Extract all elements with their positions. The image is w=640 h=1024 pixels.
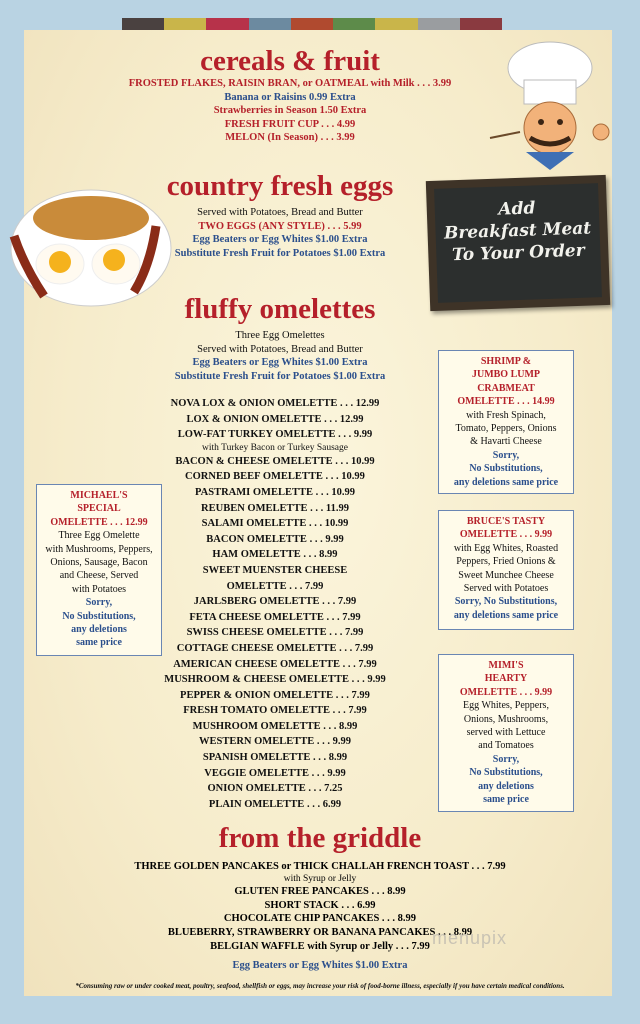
box-description: with Mushrooms, Peppers, (45, 543, 153, 555)
omelette-item: CORNED BEEF OMELETTE . . . 10.99 (185, 471, 365, 483)
omelette-item: NOVA LOX & ONION OMELETTE . . . 12.99 (170, 398, 380, 409)
omelette-item: BACON & CHEESE OMELETTE . . . 10.99 (175, 455, 375, 467)
box-title: CRABMEAT (477, 382, 535, 394)
griddle-item: CHOCOLATE CHIP PANCAKES . . . 8.99 (223, 913, 417, 925)
menu-line: Egg Beaters or Egg Whites $1.00 Extra (192, 234, 368, 245)
section-title: country fresh eggs (166, 170, 394, 202)
watermark: menupix (432, 928, 508, 948)
chalkboard-line-1: Add (497, 198, 536, 220)
box-note: any deletions (71, 624, 127, 636)
omelette-item: AMERICAN CHEESE OMELETTE . . . 7.99 (173, 658, 377, 670)
menu-line: Substitute Fresh Fruit for Potatoes $1.00 Extra (174, 370, 386, 382)
box-description: Served with Potatoes (463, 583, 549, 595)
box-note: same price (483, 794, 529, 806)
omelette-item: COTTAGE CHEESE OMELETTE . . . 7.99 (176, 642, 374, 654)
box-note: same price (76, 637, 122, 649)
shrimp-crabmeat-box (438, 350, 574, 494)
box-note: Sorry, (85, 597, 113, 609)
omelette-item: ONION OMELETTE . . . 7.25 (207, 783, 343, 795)
menu-line: Strawberries in Season 1.50 Extra (213, 105, 367, 116)
menu-line: Served with Potatoes, Bread and Butter (197, 207, 363, 218)
box-note: Sorry, (492, 753, 520, 765)
chalkboard-line-2: Breakfast Meat (443, 218, 592, 244)
box-note: No Substitutions, (469, 463, 543, 475)
box-description: with Fresh Spinach, (466, 409, 546, 421)
box-title: OMELETTE . . . 9.99 (459, 686, 553, 698)
omelette-item: WESTERN OMELETTE . . . 9.99 (199, 736, 351, 748)
chalkboard-line-3: To Your Order (451, 240, 585, 266)
box-description: Peppers, Fried Onions & (456, 556, 556, 568)
menu-line: Egg Beaters or Egg Whites $1.00 Extra (192, 357, 368, 368)
box-note: Sorry, (492, 449, 520, 461)
michaels-special-box (36, 484, 162, 656)
food-safety-footer: *Consuming raw or under cooked meat, poultry, seafood, shellfish or eggs, may increase your risk of food-borne illness, especially if you have certain medical conditions. (75, 982, 565, 990)
omelette-item: BACON OMELETTE . . . 9.99 (206, 533, 344, 545)
menu-line: FRESH FRUIT CUP . . . 4.99 (224, 118, 356, 130)
box-title: MIMI'S (488, 660, 524, 671)
omelette-item: SALAMI OMELETTE . . . 10.99 (201, 518, 349, 530)
griddle-item: SHORT STACK . . . 6.99 (264, 899, 376, 911)
omelette-item: REUBEN OMELETTE . . . 11.99 (201, 502, 349, 514)
box-description: with Egg Whites, Roasted (453, 542, 559, 554)
menu-line: Banana or Raisins 0.99 Extra (224, 91, 356, 103)
box-note: No Substitutions, (62, 610, 136, 622)
box-description: served with Lettuce (466, 727, 546, 739)
griddle-item: with Syrup or Jelly (283, 873, 357, 884)
section-title: cereals & fruit (200, 45, 380, 77)
omelette-item: PEPPER & ONION OMELETTE . . . 7.99 (180, 689, 370, 701)
box-note: any deletions same price (453, 609, 559, 621)
chalkboard-sign (426, 175, 610, 311)
box-note: any deletions (478, 780, 534, 792)
color-stripe (122, 18, 502, 30)
box-description: Three Egg Omelette (58, 530, 140, 542)
menu-line: Substitute Fresh Fruit for Potatoes $1.00 Extra (174, 247, 386, 259)
omelette-item: JARLSBERG OMELETTE . . . 7.99 (193, 596, 357, 608)
box-title: OMELETTE . . . 9.99 (459, 529, 553, 541)
griddle-item: THREE GOLDEN PANCAKES or THICK CHALLAH FRENCH TOAST . . . 7.99 (134, 861, 506, 872)
menu-line: FROSTED FLAKES, RAISIN BRAN, or OATMEAL with Milk . . . 3.99 (128, 78, 452, 89)
mimis-hearty-box (438, 654, 574, 812)
griddle-note: Egg Beaters or Egg Whites $1.00 Extra (232, 959, 408, 971)
omelette-item: LOX & ONION OMELETTE . . . 12.99 (186, 413, 364, 425)
section-cereals (120, 45, 460, 145)
box-title: JUMBO LUMP (471, 369, 541, 381)
omelette-item: FRESH TOMATO OMELETTE . . . 7.99 (183, 705, 367, 717)
box-description: Sweet Munchee Cheese (458, 569, 554, 581)
omelette-item: HAM OMELETTE . . . 8.99 (212, 549, 338, 561)
menu-line: MELON (In Season) . . . 3.99 (225, 132, 355, 143)
omelette-item: MUSHROOM OMELETTE . . . 8.99 (192, 720, 358, 732)
omelette-item: MUSHROOM & CHEESE OMELETTE . . . 9.99 (164, 674, 386, 686)
menu-line: TWO EGGS (ANY STYLE) . . . 5.99 (198, 220, 362, 232)
menu-line: Three Egg Omelettes (235, 330, 325, 341)
box-note: any deletions same price (453, 476, 559, 488)
omelette-item: FETA CHEESE OMELETTE . . . 7.99 (189, 611, 361, 623)
section-omelettes (130, 293, 430, 383)
box-title: SPECIAL (77, 503, 121, 515)
omelette-item: SWISS CHEESE OMELETTE . . . 7.99 (186, 627, 364, 639)
box-description: and Tomatoes (478, 740, 534, 752)
chef-illustration (480, 40, 620, 180)
box-description: & Havarti Cheese (470, 436, 542, 448)
box-note: Sorry, No Substitutions, (454, 596, 558, 608)
omelette-item: PLAIN OMELETTE . . . 6.99 (208, 798, 342, 810)
menu-line: Served with Potatoes, Bread and Butter (197, 343, 363, 355)
box-description: and Cheese, Served (59, 570, 139, 582)
section-title: fluffy omelettes (184, 293, 376, 325)
griddle-item: BLUEBERRY, STRAWBERRY OR BANANA PANCAKES . . . 8.99 (167, 927, 473, 939)
griddle-item: GLUTEN FREE PANCAKES . . . 8.99 (234, 885, 406, 897)
omelette-item: VEGGIE OMELETTE . . . 9.99 (204, 767, 346, 779)
box-description: Egg Whites, Peppers, (463, 700, 549, 712)
omelette-item: OMELETTE . . . 7.99 (226, 580, 324, 592)
griddle-item: BELGIAN WAFFLE with Syrup or Jelly . . . 7.99 (210, 940, 430, 952)
box-title: BRUCE'S TASTY (466, 516, 546, 527)
section-title: from the griddle (218, 822, 422, 854)
omelette-item: SWEET MUENSTER CHEESE (202, 564, 348, 576)
box-title: MICHAEL'S (70, 490, 128, 501)
omelette-list (130, 396, 420, 812)
box-description: Onions, Sausage, Bacon (50, 557, 148, 569)
omelette-item: with Turkey Bacon or Turkey Sausage (202, 442, 348, 453)
box-description: Tomato, Peppers, Onions (455, 423, 557, 435)
omelette-item: PASTRAMI OMELETTE . . . 10.99 (195, 486, 355, 498)
box-title: OMELETTE . . . 14.99 (457, 396, 555, 408)
box-description: with Potatoes (71, 583, 127, 595)
omelette-item: LOW-FAT TURKEY OMELETTE . . . 9.99 (177, 429, 373, 441)
box-title: HEARTY (484, 673, 528, 685)
box-description: Onions, Mushrooms, (463, 713, 549, 725)
omelette-item: SPANISH OMELETTE . . . 8.99 (202, 752, 348, 764)
section-eggs (130, 170, 430, 260)
box-note: No Substitutions, (469, 767, 543, 779)
box-title: OMELETTE . . . 12.99 (50, 516, 148, 528)
bruces-tasty-box (438, 510, 574, 630)
box-title: SHRIMP & (480, 356, 532, 367)
